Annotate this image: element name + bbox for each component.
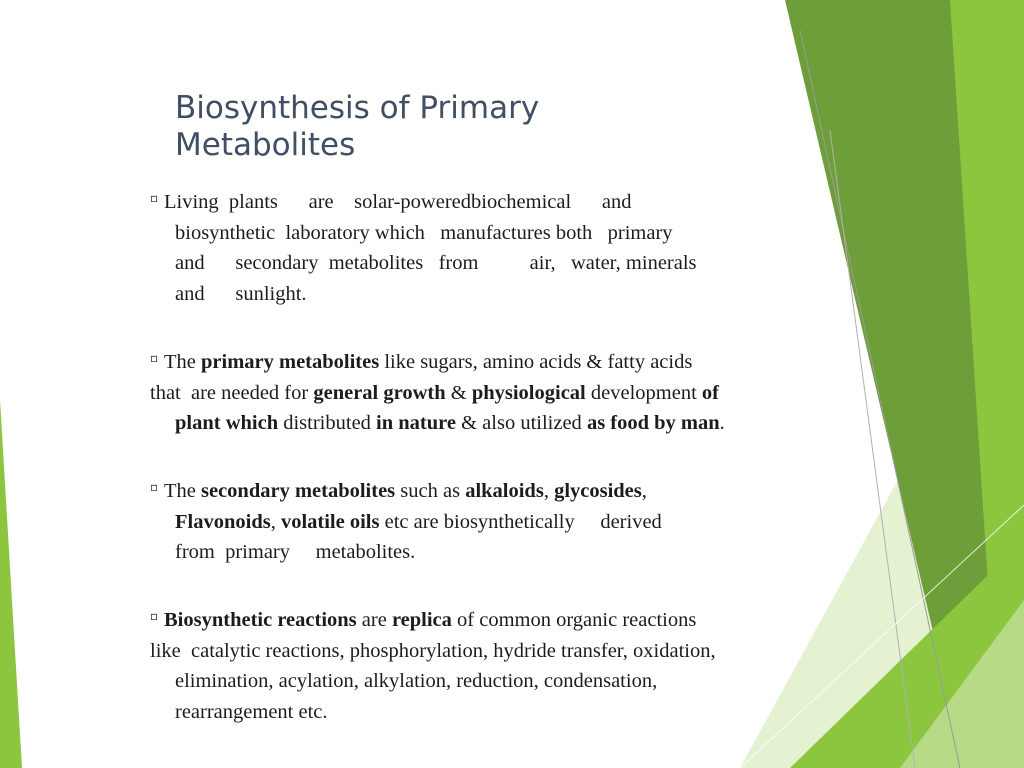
bullet-marker-icon: ▫: [150, 479, 159, 494]
bullet-line: [150, 507, 870, 538]
bullet-line: [150, 697, 870, 728]
bullet-marker-icon: ▫: [150, 609, 159, 624]
bold-text: as food by man: [586, 412, 720, 435]
bullet-list: [150, 183, 870, 761]
text-segment: like sugars, amino acids & fatty acids: [379, 350, 693, 373]
text-segment: of common organic reactions: [451, 609, 697, 632]
bold-text: of: [701, 381, 719, 404]
text-segment: The: [164, 350, 201, 373]
bullet-item: [150, 472, 870, 568]
text-segment: The: [164, 479, 201, 502]
text-segment: elimination, acylation, alkylation, reduction, condensation,: [175, 670, 658, 693]
bullet-item: [150, 601, 870, 728]
bold-text: physiological: [471, 381, 586, 404]
text-segment: such as: [395, 479, 466, 502]
text-segment: .: [719, 412, 725, 435]
bold-text: volatile oils: [280, 510, 380, 533]
bullet-marker-icon: ▫: [150, 350, 159, 365]
bold-text: glycosides: [554, 479, 642, 502]
text-segment: ,: [270, 510, 281, 533]
bullet-line: [150, 378, 870, 409]
text-segment: ,: [641, 479, 647, 502]
bullet-line: [150, 472, 870, 507]
bullet-line: [150, 248, 870, 279]
bold-text: general growth: [313, 381, 446, 404]
text-segment: & also utilized: [455, 412, 587, 435]
bullet-line: [150, 279, 870, 310]
text-segment: rearrangement etc.: [175, 701, 328, 724]
text-segment: from primary metabolites.: [175, 541, 416, 564]
slide-title-line-1: Biosynthesis of Primary: [175, 90, 540, 126]
bold-text: Biosynthetic reactions: [164, 609, 357, 632]
bold-text: primary metabolites: [201, 350, 380, 373]
bullet-item: [150, 343, 870, 439]
slide-title-line-2: Metabolites: [175, 127, 356, 164]
bullet-line: [150, 218, 870, 249]
bold-text: Flavonoids: [175, 510, 271, 533]
bold-text: in nature: [376, 412, 456, 435]
bold-text: alkaloids: [465, 479, 544, 502]
text-segment: are: [356, 609, 392, 632]
text-segment: Living plants are solar-poweredbiochemical and: [164, 191, 632, 213]
bullet-item: [150, 183, 870, 310]
text-segment: that are needed for: [150, 381, 314, 404]
text-segment: &: [445, 381, 472, 404]
bold-text: replica: [391, 609, 452, 632]
bullet-line: [150, 408, 870, 439]
bold-text: plant which: [175, 412, 279, 435]
text-segment: distributed: [278, 412, 377, 435]
text-segment: and sunlight.: [175, 283, 307, 306]
text-segment: biosynthetic laboratory which manufactures both primary: [175, 221, 673, 244]
text-segment: ,: [543, 479, 555, 502]
bullet-marker-icon: ▫: [150, 191, 159, 205]
bold-text: secondary metabolites: [201, 479, 396, 502]
bullet-line: [150, 537, 870, 568]
text-segment: etc are biosynthetically derived: [379, 510, 662, 533]
left-green-sliver: [0, 400, 22, 768]
text-segment: like catalytic reactions, phosphorylation, hydride transfer, oxidation,: [150, 639, 716, 662]
slide-title: [175, 90, 735, 164]
text-segment: and secondary metabolites from air, water, minerals: [175, 252, 697, 275]
bullet-line: [150, 666, 870, 697]
bullet-line: [150, 343, 870, 378]
bullet-line: [150, 636, 870, 667]
bullet-line: [150, 183, 870, 218]
text-segment: development: [585, 381, 702, 404]
bullet-line: [150, 601, 870, 636]
